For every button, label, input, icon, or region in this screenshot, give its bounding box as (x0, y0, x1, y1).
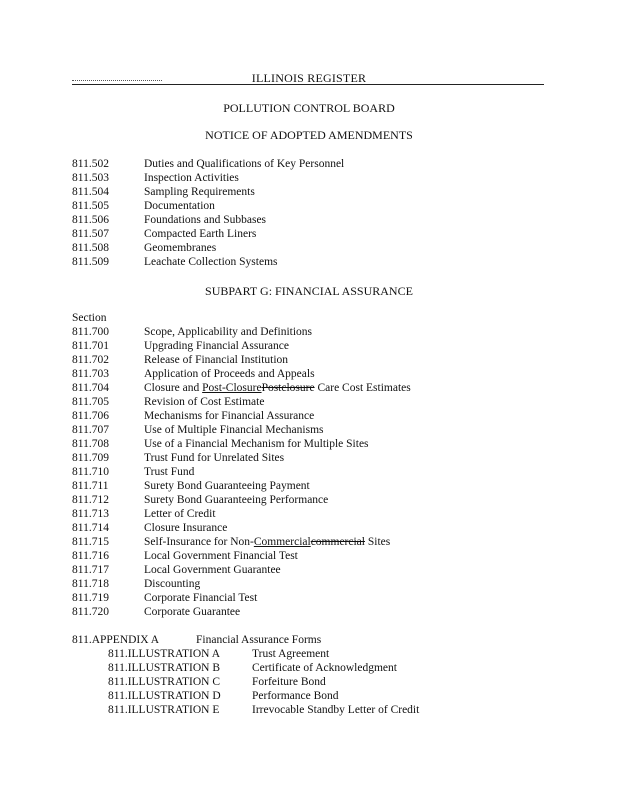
notice-title: NOTICE OF ADOPTED AMENDMENTS (205, 128, 413, 142)
deleted-text: commercial (310, 536, 365, 548)
document-page: ILLINOIS REGISTER POLLUTION CONTROL BOARD NOTICE OF ADOPTED AMENDMENTS 811.502 Duties and Qualifications of Key Personnel 811.503 Inspection Activities 811.504 Sampling Requirements 811.505 Documentation 811.506 Foundations and Subbases 811.507 Compacted Earth Liners 811.508 Geomembranes 811.509 Leachate Collection Systems SUBPART G: FINANCIAL ASSURANCE Section 811.700 Scope, Applicability and Definitions 811.701 Upgrading Financial Assurance 811.702 Release of Financial Institution 811.703 Application of Proceeds and Appeals 811.704 Closure and Post-ClosurePostclosure Care Cost Estimates 811.705 Revision of Cost Estimate 811.706 Mechanisms for Financial Assurance 811.707 Use of Multiple Financial Mechanisms 811.708 Use of a Financial Mechanism for Multiple Sites 811.709 Trust Fund for Unrelated Sites 811.710 Trust Fund 811.711 Surety Bond Guaranteeing Payment 811.712 Surety Bond Guaranteeing Performance 811.713 Letter of Credit 811.714 Closure Insurance 811.715 Self-Insurance for Non-Commercialcommercial Sites 811.716 Local Government Financial Test 811.717 Local Government Guarantee 811.718 Discounting 811.719 Corporate Financial Test 811.720 Corporate Guarantee 811.APPENDIX A Financial Assurance Forms 811.ILLUSTRATION A Trust Agreement 811.ILLUSTRATION B Certificate of Acknowledgment 811.ILLUSTRATION C Forfeiture Bond 811.ILLUSTRATION D Performance Bond 811.ILLUSTRATION E Irrevocable Standby Letter of Credit (0, 0, 618, 800)
inserted-text: Post-Closure (202, 382, 262, 394)
register-title: ILLINOIS REGISTER (251, 71, 367, 85)
inserted-text: Commercial (253, 536, 311, 548)
deleted-text: Postclosure (261, 382, 315, 394)
agency-title: POLLUTION CONTROL BOARD (223, 101, 395, 115)
subpart-g-heading: SUBPART G: FINANCIAL ASSURANCE (205, 284, 413, 298)
